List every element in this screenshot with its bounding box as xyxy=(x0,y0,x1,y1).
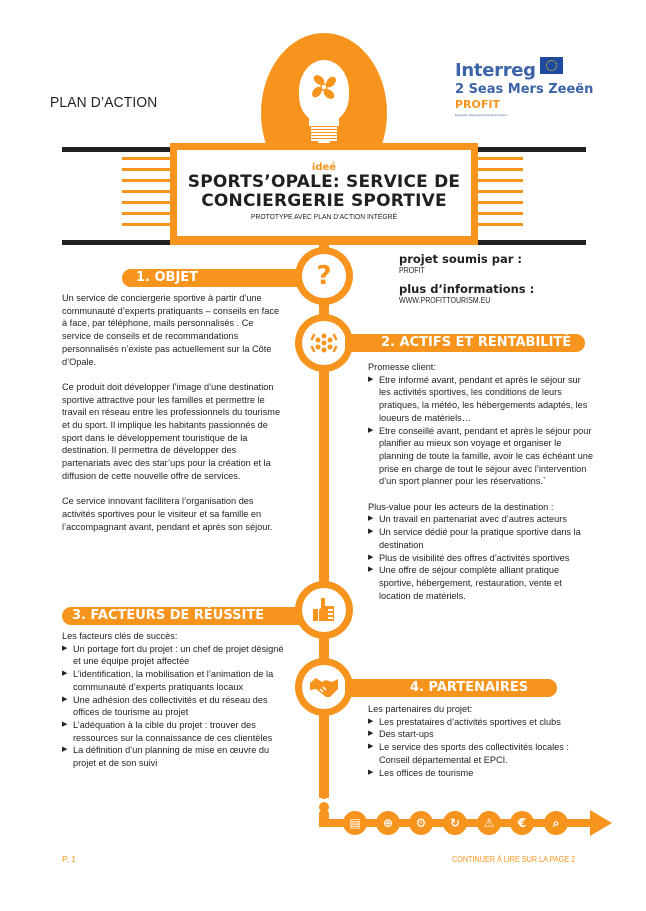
section-heading-partenaires xyxy=(345,679,557,697)
refresh-icon xyxy=(443,811,467,835)
left-stripes xyxy=(122,157,172,234)
submitted-label: projet soumis par : xyxy=(399,252,523,266)
section-heading-actifs xyxy=(345,334,585,352)
facteurs-intro: Les facteurs clés de succès: xyxy=(62,631,178,641)
divider xyxy=(62,240,172,245)
submitted-value: PROFIT xyxy=(399,266,425,275)
title-box xyxy=(170,143,478,243)
handshake-icon xyxy=(308,673,340,701)
divider xyxy=(476,147,586,152)
kicker: ideé xyxy=(311,162,337,173)
partenaires-list xyxy=(368,716,598,780)
list-item: ▶ L’adéquation à la cible du projet : trouver des ressources sur la connaissance de ces clientèles xyxy=(62,719,287,744)
list-item: ▶ Etre informé avant, pendant et après le séjour sur les activités sportives, les conditions de leurs pratiques, la météo, les hébergements adaptés, les loueurs de matériels… xyxy=(368,374,593,425)
page-number: P. 1 xyxy=(62,854,77,864)
more-info-link[interactable]: WWW.PROFITTOURISM.EU xyxy=(399,296,491,305)
section-icon-objet xyxy=(295,247,353,305)
list-item: ▶ Un travail en partenariat avec d’autres acteurs xyxy=(368,513,593,526)
refresh-glyph: ↻ xyxy=(449,816,461,830)
divider xyxy=(62,147,172,152)
objet-body xyxy=(62,292,284,546)
target-icon xyxy=(376,811,400,835)
value-intro: Plus-value pour les acteurs de la destination : xyxy=(368,501,554,512)
list-item: ▶ Les offices de tourisme xyxy=(368,767,598,780)
interreg-logo xyxy=(455,57,595,117)
page-subtitle: PROTOTYPE AVEC PLAN D’ACTION INTÉGRÉ xyxy=(250,212,398,221)
timeline-dot xyxy=(319,776,329,786)
logo-brand: Interreg xyxy=(455,60,536,81)
partenaires-body xyxy=(368,703,598,779)
promise-list xyxy=(368,374,593,488)
paragraph: Un service de conciergerie sportive à partir d’une communauté d’experts pratiquants – conseils en face à face, par téléphone, mails personnalisés . Ce service de conseils et de recommandations personnalisés n’existe pas actuellement sur la Côte d’Opale. xyxy=(62,293,280,367)
paragraph: Ce service innovant facilitera l’organisation des activités sportives pour le visiteur et sa famille en l’accompagnant avant, pendant et après son séjour. xyxy=(62,496,273,532)
gear-glyph: ⚙ xyxy=(415,816,427,830)
section-heading-objet xyxy=(122,269,300,287)
fan-icon xyxy=(309,72,339,102)
promise-intro: Promesse client: xyxy=(368,362,436,372)
network-dots-icon xyxy=(307,326,341,360)
heading-text: 2. ACTIFS ET RENTABILITÉ xyxy=(381,335,572,350)
chat-icon xyxy=(343,811,367,835)
lightbulb-base xyxy=(311,124,337,142)
heading-text: 1. OBJET xyxy=(136,270,199,285)
heading-text: 4. PARTENAIRES xyxy=(410,680,529,695)
list-item: ▶ Des start-ups xyxy=(368,728,598,741)
list-item: ▶ Une offre de séjour complète alliant pratique sportive, hébergement, restauration, vente et location de matériels. xyxy=(368,564,593,602)
chat-glyph: ▤ xyxy=(349,816,361,830)
list-item: ▶ Une adhésion des collectivités et du réseau des offices de tourisme au projet xyxy=(62,694,287,719)
document-type-label: PLAN D’ACTION xyxy=(50,94,158,111)
logo-project: PROFIT xyxy=(455,98,500,111)
warning-glyph: ⚠ xyxy=(483,816,495,830)
continue-link[interactable]: CONTINUER À LIRE SUR LA PAGE 2 xyxy=(452,854,576,864)
actifs-body xyxy=(368,361,593,602)
question-icon: ? xyxy=(316,261,332,291)
logo-programme: 2 Seas Mers Zeeën xyxy=(455,82,594,97)
page-title-line1: SPORTS’OPALE: SERVICE DE xyxy=(187,172,461,192)
list-item: ▶ Un service dédié pour la pratique sportive dans la destination xyxy=(368,526,593,551)
warning-icon xyxy=(477,811,501,835)
target-glyph: ⊕ xyxy=(382,816,394,830)
value-list xyxy=(368,513,593,602)
divider xyxy=(476,240,586,245)
list-item: ▶ Un portage fort du projet : un chef de projet désigné et une équipe projet affectée xyxy=(62,643,287,668)
page-title-line2: CONCIERGERIE SPORTIVE xyxy=(201,191,447,211)
list-item: ▶ L’identification, la mobilisation et l’animation de la communauté d’experts pratiquants locaux xyxy=(62,668,287,693)
gear-icon xyxy=(409,811,433,835)
paragraph: Ce produit doit développer l’image d’une destination sportive attractive pour les familles et permettre le travail en réseau entre les professionnels du tourisme et du sport. Il implique les habitants passionnés de sport dans le développement touristique de la destination. Il permettra de développer des partenariats avec des star’ups pour la création et la diffusion de cette nouvelle offre de services. xyxy=(62,381,281,481)
timeline-dot xyxy=(319,789,329,799)
list-item: ▶ La définition d’un planning de mise en œuvre du projet et de son suivi xyxy=(62,744,287,769)
facteurs-list xyxy=(62,643,287,770)
list-item: ▶ Les prestataires d’activités sportives et clubs xyxy=(368,716,598,729)
list-item: ▶ Le service des sports des collectivités locales : Conseil départemental et EPCI. xyxy=(368,741,598,766)
project-info xyxy=(399,252,534,312)
magnifier-glyph: ⌕ xyxy=(552,815,560,830)
right-stripes xyxy=(476,157,523,234)
money-glyph: € xyxy=(517,816,527,830)
heading-text: 3. FACTEURS DE RÉUSSITE xyxy=(72,608,265,623)
list-item: ▶ Plus de visibilité des offres d’activités sportives xyxy=(368,552,593,565)
list-item: ▶ Etre conseillé avant, pendant et après le séjour pour planifier au mieux son voyage et organiser le planning de toute la famille, avoir le cas échéant une prise en charge de tout le séjour avec l’intervention d’un sport planner pour les réservations.` xyxy=(368,425,593,489)
arrow-right-icon xyxy=(590,810,612,836)
partenaires-intro: Les partenaires du projet: xyxy=(368,704,473,714)
facteurs-body xyxy=(62,630,287,770)
magnifier-icon xyxy=(544,811,568,835)
eu-flag-icon xyxy=(540,57,563,74)
section-icon-facteurs xyxy=(295,581,353,639)
money-icon xyxy=(510,811,534,835)
thumbs-up-icon xyxy=(309,595,339,625)
more-info-label: plus d’informations : xyxy=(399,282,535,296)
section-heading-facteurs xyxy=(62,607,300,625)
logo-fund: European Regional Development Fund xyxy=(455,113,507,117)
